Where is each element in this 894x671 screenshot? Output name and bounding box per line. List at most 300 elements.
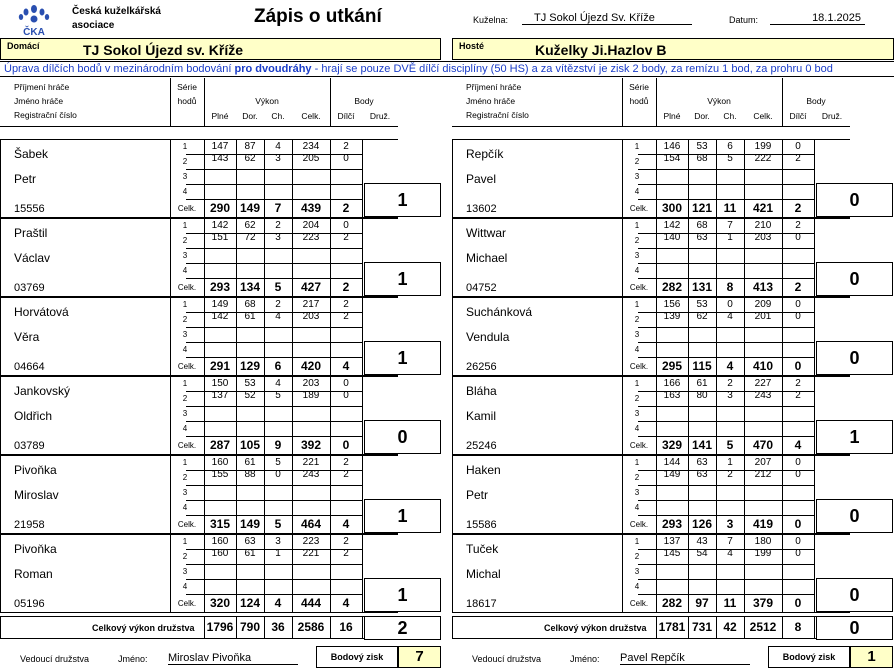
- grid-line: [362, 455, 363, 533]
- away-score-cell[interactable]: 0: [795, 457, 801, 468]
- home-series-number: 3: [182, 251, 188, 260]
- home-col-performance: Výkon: [255, 96, 279, 106]
- home-col-clear: Dor.: [242, 111, 258, 121]
- home-captain-label: Vedoucí družstva: [20, 654, 90, 664]
- away-score-cell[interactable]: 144: [663, 457, 681, 468]
- away-series-number: 2: [634, 473, 640, 482]
- home-col-series1: Série: [177, 82, 197, 92]
- away-total-cell: 2: [794, 280, 802, 294]
- home-series-number: 1: [182, 379, 188, 388]
- page-title: Zápis o utkání: [254, 6, 382, 27]
- grid-line: [186, 594, 362, 595]
- home-score-cell[interactable]: 5: [275, 390, 281, 401]
- away-series-number: 4: [634, 266, 640, 275]
- home-score-cell[interactable]: 3: [275, 153, 281, 164]
- away-celk-label: Celk.: [629, 362, 649, 371]
- away-player-reg[interactable]: 15586: [466, 519, 497, 531]
- away-score-cell[interactable]: 0: [727, 299, 733, 310]
- home-player-reg[interactable]: 03789: [14, 440, 45, 452]
- home-score-cell[interactable]: 61: [244, 457, 256, 468]
- away-score-cell[interactable]: 140: [663, 232, 681, 243]
- away-score-cell[interactable]: 80: [696, 390, 708, 401]
- home-score-cell[interactable]: 0: [343, 220, 349, 231]
- grid-line: [656, 78, 657, 126]
- away-series-number: 1: [634, 142, 640, 151]
- away-score-cell[interactable]: 0: [795, 299, 801, 310]
- away-col-player1: Příjmení hráče: [466, 82, 522, 92]
- grid-line: [170, 78, 171, 126]
- away-player-surname[interactable]: Bláha: [466, 384, 497, 398]
- away-col-full: Plné: [663, 111, 681, 121]
- home-series-number: 2: [182, 394, 188, 403]
- grid-line: [814, 218, 815, 296]
- grid-line: [0, 139, 398, 140]
- away-total-cell: 121: [691, 201, 713, 215]
- home-col-points: Body: [354, 96, 374, 106]
- away-series-number: 4: [634, 187, 640, 196]
- away-score-cell[interactable]: 2: [727, 378, 733, 389]
- date-field[interactable]: 18.1.2025: [770, 12, 865, 25]
- grid-line: [638, 248, 814, 249]
- home-score-cell[interactable]: 155: [211, 469, 229, 480]
- away-score-cell[interactable]: 146: [663, 141, 681, 152]
- home-score-cell[interactable]: 3: [275, 536, 281, 547]
- away-team-total-point: 0: [816, 616, 893, 640]
- grid-line: [814, 139, 815, 217]
- home-player-surname[interactable]: Praštil: [14, 226, 48, 240]
- notice-suffix: - hrají se pouze DVĚ dílčí disciplíny (50 HS) a za vítězství je zisk 2 body, za remízu 1 bod, za prohru 0 bod: [311, 63, 833, 75]
- away-score-cell[interactable]: 180: [754, 536, 772, 547]
- home-score-cell[interactable]: 147: [211, 141, 229, 152]
- away-series-number: 4: [634, 503, 640, 512]
- away-score-cell[interactable]: 61: [696, 378, 708, 389]
- home-total-cell: 315: [209, 517, 231, 531]
- away-player-firstname[interactable]: Vendula: [466, 330, 510, 344]
- home-total-cell: 287: [209, 438, 231, 452]
- home-score-cell[interactable]: 142: [211, 311, 229, 322]
- away-total-cell: 413: [752, 280, 774, 294]
- away-series-number: 4: [634, 582, 640, 591]
- away-score-cell[interactable]: 243: [754, 390, 772, 401]
- away-score-cell[interactable]: 0: [795, 232, 801, 243]
- home-total-cell: 293: [209, 280, 231, 294]
- away-score-cell[interactable]: 63: [696, 469, 708, 480]
- home-score-cell[interactable]: 62: [244, 220, 256, 231]
- home-player-firstname[interactable]: Oldřich: [14, 409, 53, 423]
- grid-line: [362, 616, 363, 638]
- home-score-cell[interactable]: 68: [244, 299, 256, 310]
- grid-line: [0, 534, 398, 535]
- home-player-reg[interactable]: 15556: [14, 203, 45, 215]
- away-score-cell[interactable]: 1: [727, 232, 733, 243]
- home-total-cell: 0: [342, 438, 350, 452]
- home-score-cell[interactable]: 143: [211, 153, 229, 164]
- away-score-cell[interactable]: 54: [696, 548, 708, 559]
- grid-line: [362, 218, 363, 296]
- away-total-cell: 3: [726, 517, 734, 531]
- home-score-cell[interactable]: 52: [244, 390, 256, 401]
- home-score-cell[interactable]: 63: [244, 536, 256, 547]
- grid-line: [362, 534, 363, 612]
- away-score-cell[interactable]: 156: [663, 299, 681, 310]
- home-series-number: 3: [182, 409, 188, 418]
- away-player-surname[interactable]: Tuček: [466, 542, 499, 556]
- away-col-series2: hodů: [629, 96, 649, 106]
- home-player-firstname[interactable]: Petr: [14, 172, 37, 186]
- away-score-cell[interactable]: 0: [795, 469, 801, 480]
- grid-line: [0, 218, 398, 219]
- home-score-cell[interactable]: 160: [211, 548, 229, 559]
- away-score-cell[interactable]: 0: [795, 548, 801, 559]
- home-player-reg[interactable]: 03769: [14, 282, 45, 294]
- away-score-cell[interactable]: 227: [754, 378, 772, 389]
- away-total-cell: 0: [794, 359, 802, 373]
- away-total-cell: 97: [695, 596, 709, 610]
- home-total-cell: 4: [342, 596, 350, 610]
- away-score-cell[interactable]: 4: [727, 311, 733, 322]
- away-score-cell[interactable]: 53: [696, 141, 708, 152]
- away-score-cell[interactable]: 163: [663, 390, 681, 401]
- away-total-cell: 379: [752, 596, 774, 610]
- home-col-series: [173, 80, 201, 108]
- away-score-cell[interactable]: 137: [663, 536, 681, 547]
- away-total-cell: 421: [752, 201, 774, 215]
- away-team-point: 1: [816, 420, 893, 454]
- home-total-cell: 4: [274, 596, 282, 610]
- away-total-cell: 295: [661, 359, 683, 373]
- away-total-cell: 2: [794, 201, 802, 215]
- grid-line: [186, 515, 362, 516]
- grid-line: [452, 376, 850, 377]
- away-celk-label: Celk.: [629, 599, 649, 608]
- away-series-number: 1: [634, 458, 640, 467]
- home-score-cell[interactable]: 223: [302, 232, 320, 243]
- away-col-team: Druž.: [821, 111, 843, 121]
- home-total-cell: 420: [300, 359, 322, 373]
- home-score-cell[interactable]: 4: [275, 311, 281, 322]
- grid-line: [638, 515, 814, 516]
- home-score-cell[interactable]: 72: [244, 232, 256, 243]
- grid-line: [186, 436, 362, 437]
- home-score-cell[interactable]: 53: [244, 378, 256, 389]
- away-score-cell[interactable]: 62: [696, 311, 708, 322]
- away-score-cell[interactable]: 7: [727, 536, 733, 547]
- home-col-player2: Jméno hráče: [14, 96, 64, 106]
- away-score-cell[interactable]: 7: [727, 220, 733, 231]
- grid-line: [452, 616, 453, 638]
- grid-line: [638, 357, 814, 358]
- home-score-cell[interactable]: 5: [275, 457, 281, 468]
- home-player-firstname[interactable]: Věra: [14, 330, 40, 344]
- away-points-value: 1: [850, 646, 893, 668]
- away-series-number: 3: [634, 488, 640, 497]
- home-score-cell[interactable]: 2: [343, 536, 349, 547]
- away-score-cell[interactable]: 63: [696, 232, 708, 243]
- grid-line: [452, 616, 850, 617]
- away-celk-label: Celk.: [629, 520, 649, 529]
- away-col-partial: Dílčí: [789, 111, 807, 121]
- away-score-cell[interactable]: 53: [696, 299, 708, 310]
- away-score-cell[interactable]: 0: [795, 311, 801, 322]
- cka-logo-text: ČKA: [23, 27, 45, 37]
- away-score-cell[interactable]: 63: [696, 457, 708, 468]
- grid-line: [638, 436, 814, 437]
- home-total-cell: 427: [300, 280, 322, 294]
- away-score-cell[interactable]: 203: [754, 232, 772, 243]
- away-series-number: 2: [634, 157, 640, 166]
- home-celk-label: Celk.: [177, 441, 197, 450]
- grid-line: [0, 376, 398, 377]
- away-score-cell[interactable]: 3: [727, 390, 733, 401]
- home-score-cell[interactable]: 203: [302, 378, 320, 389]
- away-score-cell[interactable]: 149: [663, 469, 681, 480]
- away-score-cell[interactable]: 142: [663, 220, 681, 231]
- home-player-surname[interactable]: Pivoňka: [14, 463, 57, 477]
- home-team-point: 0: [364, 420, 441, 454]
- away-score-cell[interactable]: 2: [795, 220, 801, 231]
- away-player-firstname[interactable]: Michael: [466, 251, 508, 265]
- home-score-cell[interactable]: 0: [275, 469, 281, 480]
- home-score-cell[interactable]: 189: [302, 390, 320, 401]
- home-team-total-cell: 790: [239, 620, 261, 634]
- away-series-number: 1: [634, 537, 640, 546]
- home-score-cell[interactable]: 88: [244, 469, 256, 480]
- away-score-cell[interactable]: 145: [663, 548, 681, 559]
- away-score-cell[interactable]: 2: [795, 378, 801, 389]
- away-col-series: [625, 80, 653, 108]
- home-score-cell[interactable]: 2: [343, 232, 349, 243]
- home-series-number: 1: [182, 221, 188, 230]
- grid-line: [814, 534, 815, 612]
- away-score-cell[interactable]: 2: [727, 469, 733, 480]
- away-score-cell[interactable]: 222: [754, 153, 772, 164]
- away-team-name[interactable]: Kuželky Ji.Hazlov B: [535, 42, 667, 58]
- home-total-cell: 2: [342, 280, 350, 294]
- away-score-cell[interactable]: 209: [754, 299, 772, 310]
- home-player-surname[interactable]: Šabek: [14, 147, 49, 161]
- home-score-cell[interactable]: 1: [275, 548, 281, 559]
- away-player-firstname[interactable]: Kamil: [466, 409, 497, 423]
- away-series-number: 3: [634, 172, 640, 181]
- away-player-reg[interactable]: 25246: [466, 440, 497, 452]
- home-col-player1: Příjmení hráče: [14, 82, 70, 92]
- grid-line: [452, 218, 850, 219]
- home-player-firstname[interactable]: Václav: [14, 251, 51, 265]
- home-score-cell[interactable]: 62: [244, 153, 256, 164]
- home-score-cell[interactable]: 137: [211, 390, 229, 401]
- away-player-reg[interactable]: 26256: [466, 361, 497, 373]
- home-score-cell[interactable]: 4: [275, 141, 281, 152]
- away-score-cell[interactable]: 1: [727, 457, 733, 468]
- grid-line: [638, 278, 814, 279]
- home-total-cell: 7: [274, 201, 282, 215]
- grid-line: [814, 297, 815, 375]
- grid-line: [0, 126, 398, 127]
- away-player-firstname[interactable]: Pavel: [466, 172, 497, 186]
- home-player-reg[interactable]: 21958: [14, 519, 45, 531]
- away-series-number: 2: [634, 552, 640, 561]
- home-series-number: 4: [182, 582, 188, 591]
- away-score-cell[interactable]: 139: [663, 311, 681, 322]
- away-player-surname[interactable]: Wittwar: [466, 226, 506, 240]
- home-team-bar: [0, 38, 441, 60]
- grid-line: [638, 579, 814, 580]
- home-series-number: 2: [182, 236, 188, 245]
- away-series-number: 2: [634, 236, 640, 245]
- home-score-cell[interactable]: 150: [211, 378, 229, 389]
- home-series-number: 2: [182, 315, 188, 324]
- home-col-team: Druž.: [369, 111, 391, 121]
- home-score-cell[interactable]: 2: [343, 548, 349, 559]
- home-score-cell[interactable]: 2: [343, 299, 349, 310]
- home-player-reg[interactable]: 04664: [14, 361, 45, 373]
- away-score-cell[interactable]: 5: [727, 153, 733, 164]
- away-player-surname[interactable]: Haken: [466, 463, 501, 477]
- away-col-total: Celk.: [753, 111, 773, 121]
- away-score-cell[interactable]: 199: [754, 548, 772, 559]
- home-score-cell[interactable]: 223: [302, 536, 320, 547]
- grid-line: [362, 297, 363, 375]
- away-celk-label: Celk.: [629, 441, 649, 450]
- home-score-cell[interactable]: 61: [244, 548, 256, 559]
- away-score-cell[interactable]: 207: [754, 457, 772, 468]
- home-player-surname[interactable]: Jankovský: [14, 384, 71, 398]
- home-team-name[interactable]: TJ Sokol Újezd sv. Kříže: [83, 42, 244, 58]
- home-series-number: 4: [182, 424, 188, 433]
- notice-bold: pro dvoudráhy: [234, 63, 312, 75]
- home-score-cell[interactable]: 203: [302, 311, 320, 322]
- home-team-point: 1: [364, 341, 441, 375]
- home-score-cell[interactable]: 0: [343, 153, 349, 164]
- home-col-total: Celk.: [301, 111, 321, 121]
- away-score-cell[interactable]: 201: [754, 311, 772, 322]
- away-score-cell[interactable]: 43: [696, 536, 708, 547]
- away-total-cell: 11: [723, 596, 737, 610]
- away-score-cell[interactable]: 2: [795, 153, 801, 164]
- away-series-number: 1: [634, 221, 640, 230]
- away-captain-field[interactable]: Pavel Repčík: [620, 652, 750, 665]
- home-score-cell[interactable]: 234: [302, 141, 320, 152]
- home-score-cell[interactable]: 243: [302, 469, 320, 480]
- away-score-cell[interactable]: 0: [795, 141, 801, 152]
- away-score-cell[interactable]: 2: [795, 390, 801, 401]
- home-player-reg[interactable]: 05196: [14, 598, 45, 610]
- away-total-cell: 0: [794, 517, 802, 531]
- away-score-cell[interactable]: 210: [754, 220, 772, 231]
- away-score-cell[interactable]: 199: [754, 141, 772, 152]
- away-score-cell[interactable]: 68: [696, 220, 708, 231]
- away-player-reg[interactable]: 13602: [466, 203, 497, 215]
- home-score-cell[interactable]: 160: [211, 536, 229, 547]
- grid-line: [638, 406, 814, 407]
- away-player-firstname[interactable]: Petr: [466, 488, 489, 502]
- home-score-cell[interactable]: 2: [343, 469, 349, 480]
- away-score-cell[interactable]: 6: [727, 141, 733, 152]
- home-celk-label: Celk.: [177, 599, 197, 608]
- home-score-cell[interactable]: 221: [302, 457, 320, 468]
- grid-line: [452, 139, 453, 613]
- away-score-cell[interactable]: 212: [754, 469, 772, 480]
- home-series-number: 3: [182, 172, 188, 181]
- away-series-number: 4: [634, 345, 640, 354]
- away-player-surname[interactable]: Suchánková: [466, 305, 533, 319]
- away-series-number: 3: [634, 409, 640, 418]
- home-score-cell[interactable]: 4: [275, 378, 281, 389]
- home-score-cell[interactable]: 2: [343, 311, 349, 322]
- home-total-cell: 2: [342, 201, 350, 215]
- away-player-surname[interactable]: Repčík: [466, 147, 504, 161]
- away-score-cell[interactable]: 68: [696, 153, 708, 164]
- home-score-cell[interactable]: 149: [211, 299, 229, 310]
- grid-line: [362, 376, 363, 454]
- away-score-cell[interactable]: 0: [795, 536, 801, 547]
- grid-line: [0, 612, 170, 613]
- home-total-label: Celkový výkon družstva: [92, 623, 195, 633]
- home-player-surname[interactable]: Pivoňka: [14, 542, 57, 556]
- home-score-cell[interactable]: 151: [211, 232, 229, 243]
- date-label: Datum:: [729, 15, 759, 25]
- away-team-point: 0: [816, 499, 893, 533]
- venue-field[interactable]: TJ Sokol Újezd Sv. Kříže: [522, 12, 692, 25]
- notice-prefix: Úprava dílčích bodů v mezinárodním bodování: [4, 63, 235, 75]
- away-team-point: 0: [816, 578, 893, 612]
- home-series-number: 2: [182, 473, 188, 482]
- home-score-cell[interactable]: 221: [302, 548, 320, 559]
- home-score-cell[interactable]: 61: [244, 311, 256, 322]
- home-score-cell[interactable]: 2: [343, 457, 349, 468]
- grid-line: [638, 485, 814, 486]
- grid-line: [638, 342, 814, 343]
- home-score-cell[interactable]: 87: [244, 141, 256, 152]
- home-score-cell[interactable]: 160: [211, 457, 229, 468]
- home-score-cell[interactable]: 2: [343, 141, 349, 152]
- away-player-firstname[interactable]: Michal: [466, 567, 501, 581]
- home-captain-field[interactable]: Miroslav Pivoňka: [168, 652, 298, 665]
- home-total-cell: 124: [239, 596, 261, 610]
- away-score-cell[interactable]: 154: [663, 153, 681, 164]
- home-total-cell: 129: [239, 359, 261, 373]
- home-team-total-cell: 1796: [206, 620, 234, 634]
- home-score-cell[interactable]: 2: [275, 299, 281, 310]
- grid-line: [0, 297, 398, 298]
- grid-line: [452, 297, 850, 298]
- home-total-cell: 4: [342, 517, 350, 531]
- away-player-reg[interactable]: 18617: [466, 598, 497, 610]
- home-player-firstname[interactable]: Roman: [14, 567, 53, 581]
- away-total-cell: 8: [726, 280, 734, 294]
- home-series-number: 1: [182, 142, 188, 151]
- home-team-point: 1: [364, 499, 441, 533]
- away-score-cell[interactable]: 166: [663, 378, 681, 389]
- away-player-reg[interactable]: 04752: [466, 282, 497, 294]
- home-score-cell[interactable]: 0: [343, 378, 349, 389]
- home-score-cell[interactable]: 217: [302, 299, 320, 310]
- home-score-cell[interactable]: 0: [343, 390, 349, 401]
- grid-line: [638, 564, 814, 565]
- home-score-cell[interactable]: 205: [302, 153, 320, 164]
- home-player-surname[interactable]: Horvátová: [14, 305, 69, 319]
- away-total-label: Celkový výkon družstva: [544, 623, 647, 633]
- away-series-number: 2: [634, 394, 640, 403]
- home-score-cell[interactable]: 142: [211, 220, 229, 231]
- grid-line: [814, 455, 815, 533]
- home-player-firstname[interactable]: Miroslav: [14, 488, 59, 502]
- home-score-cell[interactable]: 3: [275, 232, 281, 243]
- home-score-cell[interactable]: 204: [302, 220, 320, 231]
- home-score-cell[interactable]: 2: [275, 220, 281, 231]
- away-col-series1: Série: [629, 82, 649, 92]
- away-score-cell[interactable]: 4: [727, 548, 733, 559]
